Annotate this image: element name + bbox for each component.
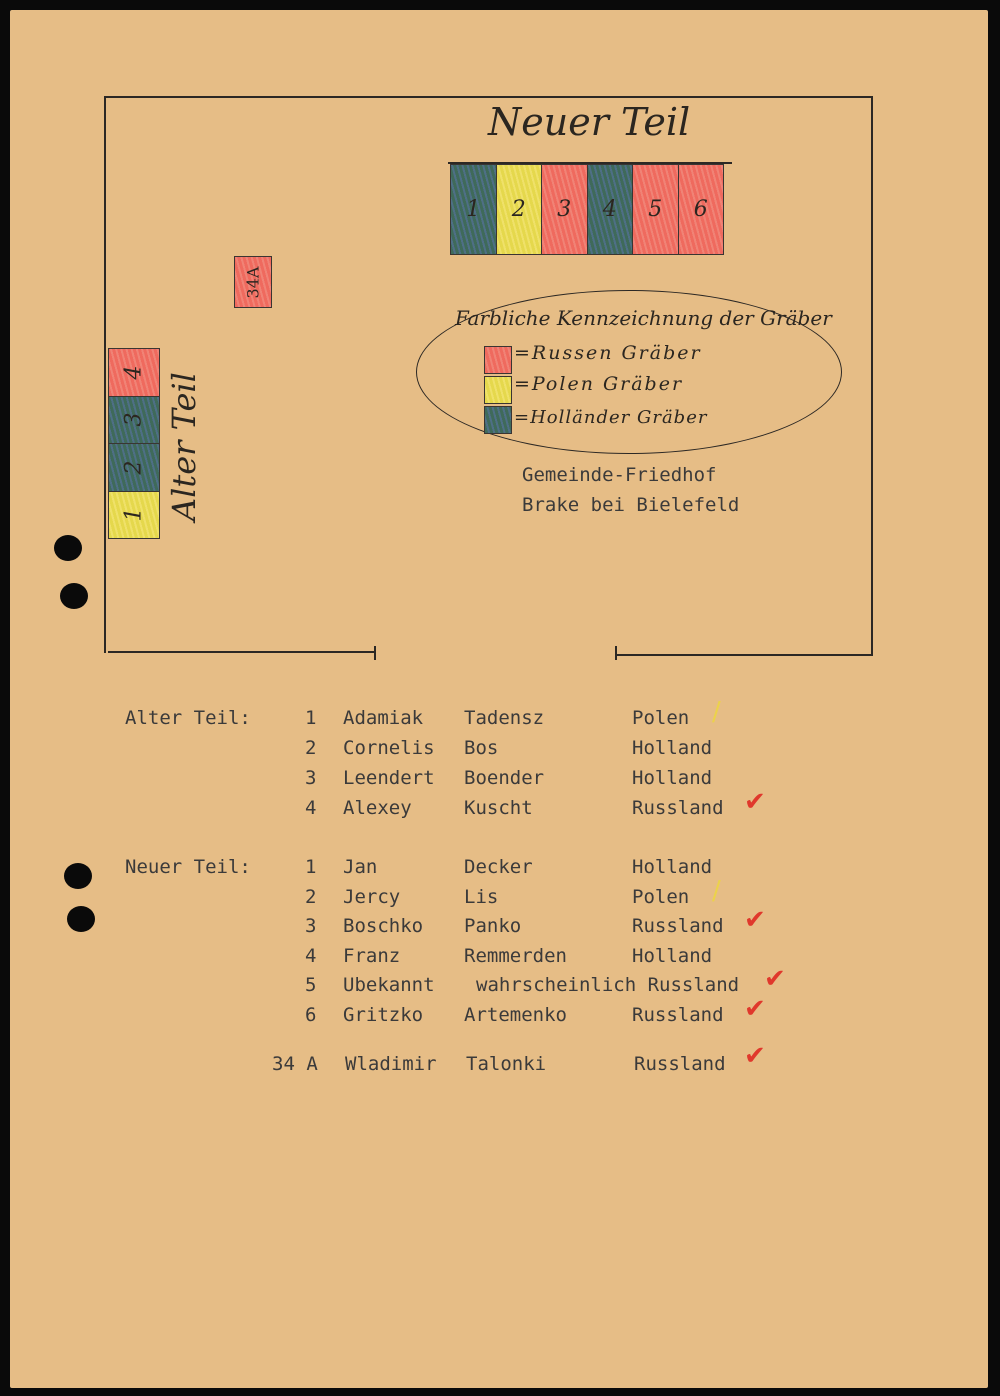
legend-label-russian: =Russen Gräber — [514, 342, 702, 364]
legend-swatch-dutch — [484, 406, 512, 434]
red-check-mark-icon: ✔ — [764, 964, 786, 994]
new-graves-top-line — [448, 162, 732, 164]
yellow-check-mark-icon: ∕ — [712, 875, 721, 906]
row-last-name: Kuscht — [464, 797, 533, 819]
row-number: 2 — [305, 737, 317, 759]
row-last-name: wahrscheinlich Russland — [476, 974, 740, 996]
new-section-label: Neuer Teil: — [125, 856, 251, 878]
row-last-name: Tadensz — [464, 707, 545, 729]
old-grave-number: 1 — [121, 507, 147, 522]
row-first-name: Jercy — [343, 885, 401, 908]
map-border-bottom-left — [108, 651, 376, 653]
legend-label-dutch: =Holländer Gräber — [514, 407, 708, 428]
row-last-name: Decker — [464, 856, 533, 878]
old-grave-number: 2 — [121, 460, 147, 475]
map-border-top — [104, 96, 873, 98]
row-number: 3 — [305, 767, 317, 789]
row-last-name: Remmerden — [464, 944, 567, 967]
red-check-mark-icon: ✔ — [744, 787, 766, 817]
row-first-name: Adamiak — [343, 707, 424, 729]
row-number: 2 — [305, 885, 317, 908]
new-grave-number: 5 — [648, 197, 663, 222]
grave-34a — [234, 256, 272, 308]
row-first-name: Gritzko — [343, 1003, 424, 1026]
map-border-bottom-right — [615, 654, 873, 656]
punch-hole — [54, 535, 82, 561]
row-first-name: Franz — [343, 944, 401, 967]
new-grave-3 — [541, 164, 588, 255]
new-grave-2 — [496, 164, 543, 255]
row-country: Holland — [632, 767, 713, 789]
new-grave-number: 4 — [602, 197, 617, 222]
row-number: 6 — [305, 1003, 317, 1026]
row-country: Holland — [632, 737, 713, 759]
old-grave-2 — [108, 443, 160, 492]
legend-label-polish: =Polen Gräber — [514, 373, 684, 395]
row-country: Russland — [632, 797, 724, 819]
new-grave-number: 3 — [557, 197, 572, 222]
row-number: 5 — [305, 974, 317, 996]
punch-hole — [67, 906, 95, 932]
map-border-right — [871, 96, 873, 656]
yellow-check-mark-icon: ∕ — [712, 697, 721, 727]
old-grave-1 — [108, 491, 160, 540]
row-last-name: Bos — [464, 737, 499, 759]
old-grave-number: 3 — [121, 412, 147, 427]
red-check-mark-icon: ✔ — [744, 1041, 766, 1071]
red-check-mark-icon: ✔ — [744, 993, 766, 1024]
gate-post-left — [374, 646, 376, 660]
red-check-mark-icon: ✔ — [744, 905, 766, 935]
new-grave-number: 6 — [693, 197, 708, 222]
row-first-name: Ubekannt — [343, 974, 435, 996]
row-first-name: Boschko — [343, 915, 424, 937]
row-country: Russland — [632, 915, 724, 937]
old-section-label: Alter Teil: — [125, 707, 251, 729]
new-grave-6 — [678, 164, 725, 255]
row-number: 4 — [305, 944, 317, 967]
row-first-name: Jan — [343, 856, 378, 878]
row-country: Holland — [632, 944, 713, 967]
row-last-name: Panko — [464, 915, 522, 937]
row-country: Polen — [632, 707, 690, 729]
row-first-name: Leendert — [343, 767, 435, 789]
map-border-left — [104, 96, 106, 653]
old-grave-4 — [108, 348, 160, 397]
cemetery-name: Gemeinde-Friedhof — [522, 464, 717, 486]
row-country: Russland — [634, 1053, 726, 1075]
row-country: Holland — [632, 856, 713, 878]
row-last-name: Lis — [464, 885, 499, 908]
new-grave-1 — [450, 164, 497, 255]
legend-title: Farbliche Kennzeichnung der Gräber — [455, 306, 832, 330]
legend-swatch-russian — [484, 346, 512, 374]
row-last-name: Boender — [464, 767, 545, 789]
row-last-name: Talonki — [466, 1053, 547, 1075]
row-country: Polen — [632, 885, 690, 908]
row-country: Russland — [632, 1003, 724, 1026]
new-grave-4 — [587, 164, 634, 255]
row-number: 1 — [305, 856, 317, 878]
punch-hole — [64, 863, 92, 889]
old-grave-3 — [108, 396, 160, 445]
row-first-name: Wladimir — [345, 1053, 437, 1075]
new-grave-number: 1 — [466, 197, 481, 222]
cemetery-place: Brake bei Bielefeld — [522, 494, 740, 516]
new-grave-number: 2 — [511, 197, 526, 222]
row-number: 3 — [305, 915, 317, 937]
row-number: 1 — [305, 707, 317, 729]
punch-hole — [60, 583, 88, 609]
gate-post-right — [615, 646, 617, 660]
row-first-name: Alexey — [343, 797, 412, 819]
grave-34a-label: 34A — [243, 266, 263, 298]
row-last-name: Artemenko — [464, 1003, 567, 1026]
old-grave-number: 4 — [121, 365, 147, 380]
row-number: 4 — [305, 797, 317, 819]
new-grave-5 — [632, 164, 679, 255]
row-number: 34 A — [272, 1053, 318, 1075]
legend-swatch-polish — [484, 376, 512, 404]
new-part-label: Neuer Teil — [488, 100, 691, 144]
row-first-name: Cornelis — [343, 737, 435, 759]
old-part-label: Alter Teil — [165, 372, 203, 521]
